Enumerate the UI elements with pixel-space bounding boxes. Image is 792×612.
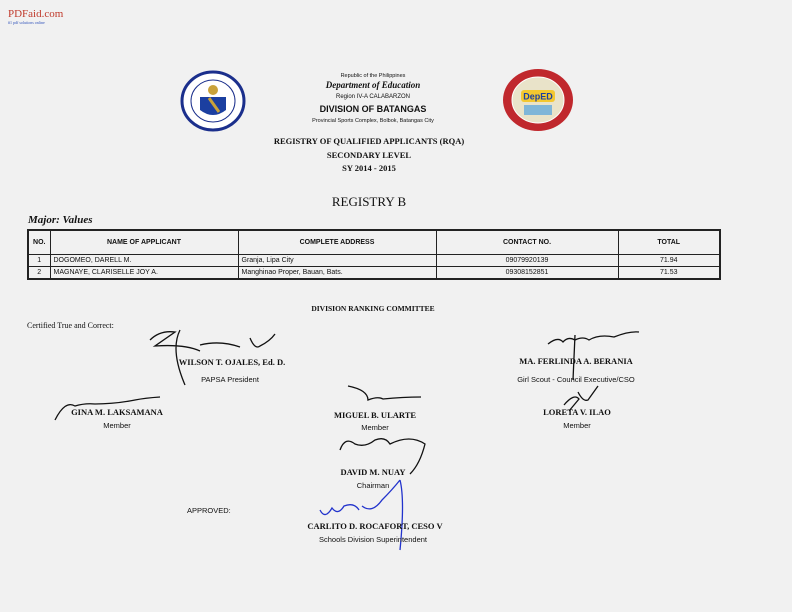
signatory-role: Girl Scout - Council Executive/CSO xyxy=(517,375,635,384)
signatory-name: MIGUEL B. ULARTE xyxy=(333,410,417,420)
signatory-name: DAVID M. NUAY xyxy=(340,467,406,477)
major-label: Major: Values xyxy=(28,214,93,226)
division-batangas-seal-logo xyxy=(502,68,574,132)
col-header-contact: CONTACT NO. xyxy=(436,230,618,255)
svg-text:DepED: DepED xyxy=(523,91,553,102)
certified-label: Certified True and Correct: xyxy=(27,321,114,330)
table-row xyxy=(28,255,720,267)
col-header-address: COMPLETE ADDRESS xyxy=(238,230,436,255)
cell-contact: 09079920139 xyxy=(436,255,618,267)
watermark-sub: #1 pdf solutions online xyxy=(8,20,45,25)
committee-heading: DIVISION RANKING COMMITTEE xyxy=(311,304,435,313)
cell-name: MAGNAYE, CLARISELLE JOY A. xyxy=(50,267,238,280)
cell-no: 2 xyxy=(28,267,50,280)
cell-total: 71.94 xyxy=(618,255,720,267)
region-text: Region IV-A CALABARZON xyxy=(335,94,411,100)
signatory-role: Chairman xyxy=(356,481,390,490)
table-row xyxy=(28,267,720,280)
cell-no: 1 xyxy=(28,255,50,267)
watermark-text: PDFaid.com xyxy=(8,8,64,20)
cell-address: Granja, Lipa City xyxy=(238,255,436,267)
signatory-role: Member xyxy=(103,421,131,430)
signatory-role: PAPSA President xyxy=(201,375,259,384)
division-text: DIVISION OF BATANGAS xyxy=(319,104,427,114)
signatory-role: Member xyxy=(563,421,591,430)
col-header-name: NAME OF APPLICANT xyxy=(50,230,238,255)
signatory-name: MA. FERLINDA A. BERANIA xyxy=(519,356,633,366)
cell-contact: 09308152851 xyxy=(436,267,618,280)
republic-text: Republic of the Philippines xyxy=(340,73,406,79)
signatory-name: LORETA V. ILAO xyxy=(543,407,611,417)
rqa-title-line1: REGISTRY OF QUALIFIED APPLICANTS (RQA) xyxy=(273,136,465,146)
approved-label: APPROVED: xyxy=(187,506,231,515)
col-header-no: NO. xyxy=(28,230,50,255)
department-text: Department of Education xyxy=(325,80,421,90)
signatory-role: Member xyxy=(361,423,389,432)
rqa-title-line3: SY 2014 - 2015 xyxy=(342,163,396,173)
rqa-title-line2: SECONDARY LEVEL xyxy=(326,150,412,160)
cell-name: DOGOMEO, DARELL M. xyxy=(50,255,238,267)
cell-total: 71.53 xyxy=(618,267,720,280)
signatory-name: GINA M. LAKSAMANA xyxy=(71,407,163,417)
watermark xyxy=(8,8,63,25)
applicants-table xyxy=(27,229,721,280)
division-address: Provincial Sports Complex, Bolbok, Batangas City xyxy=(312,118,434,124)
signatory-role: Schools Division Superintendent xyxy=(319,535,427,544)
registry-title: REGISTRY B xyxy=(331,194,407,209)
signatory-name: WILSON T. OJALES, Ed. D. xyxy=(178,357,286,367)
signatory-name: CARLITO D. ROCAFORT, CESO V xyxy=(307,521,443,531)
col-header-total: TOTAL xyxy=(618,230,720,255)
cell-address: Manghinao Proper, Bauan, Bats. xyxy=(238,267,436,280)
table-header-row xyxy=(28,230,720,255)
deped-seal-logo xyxy=(180,70,246,132)
